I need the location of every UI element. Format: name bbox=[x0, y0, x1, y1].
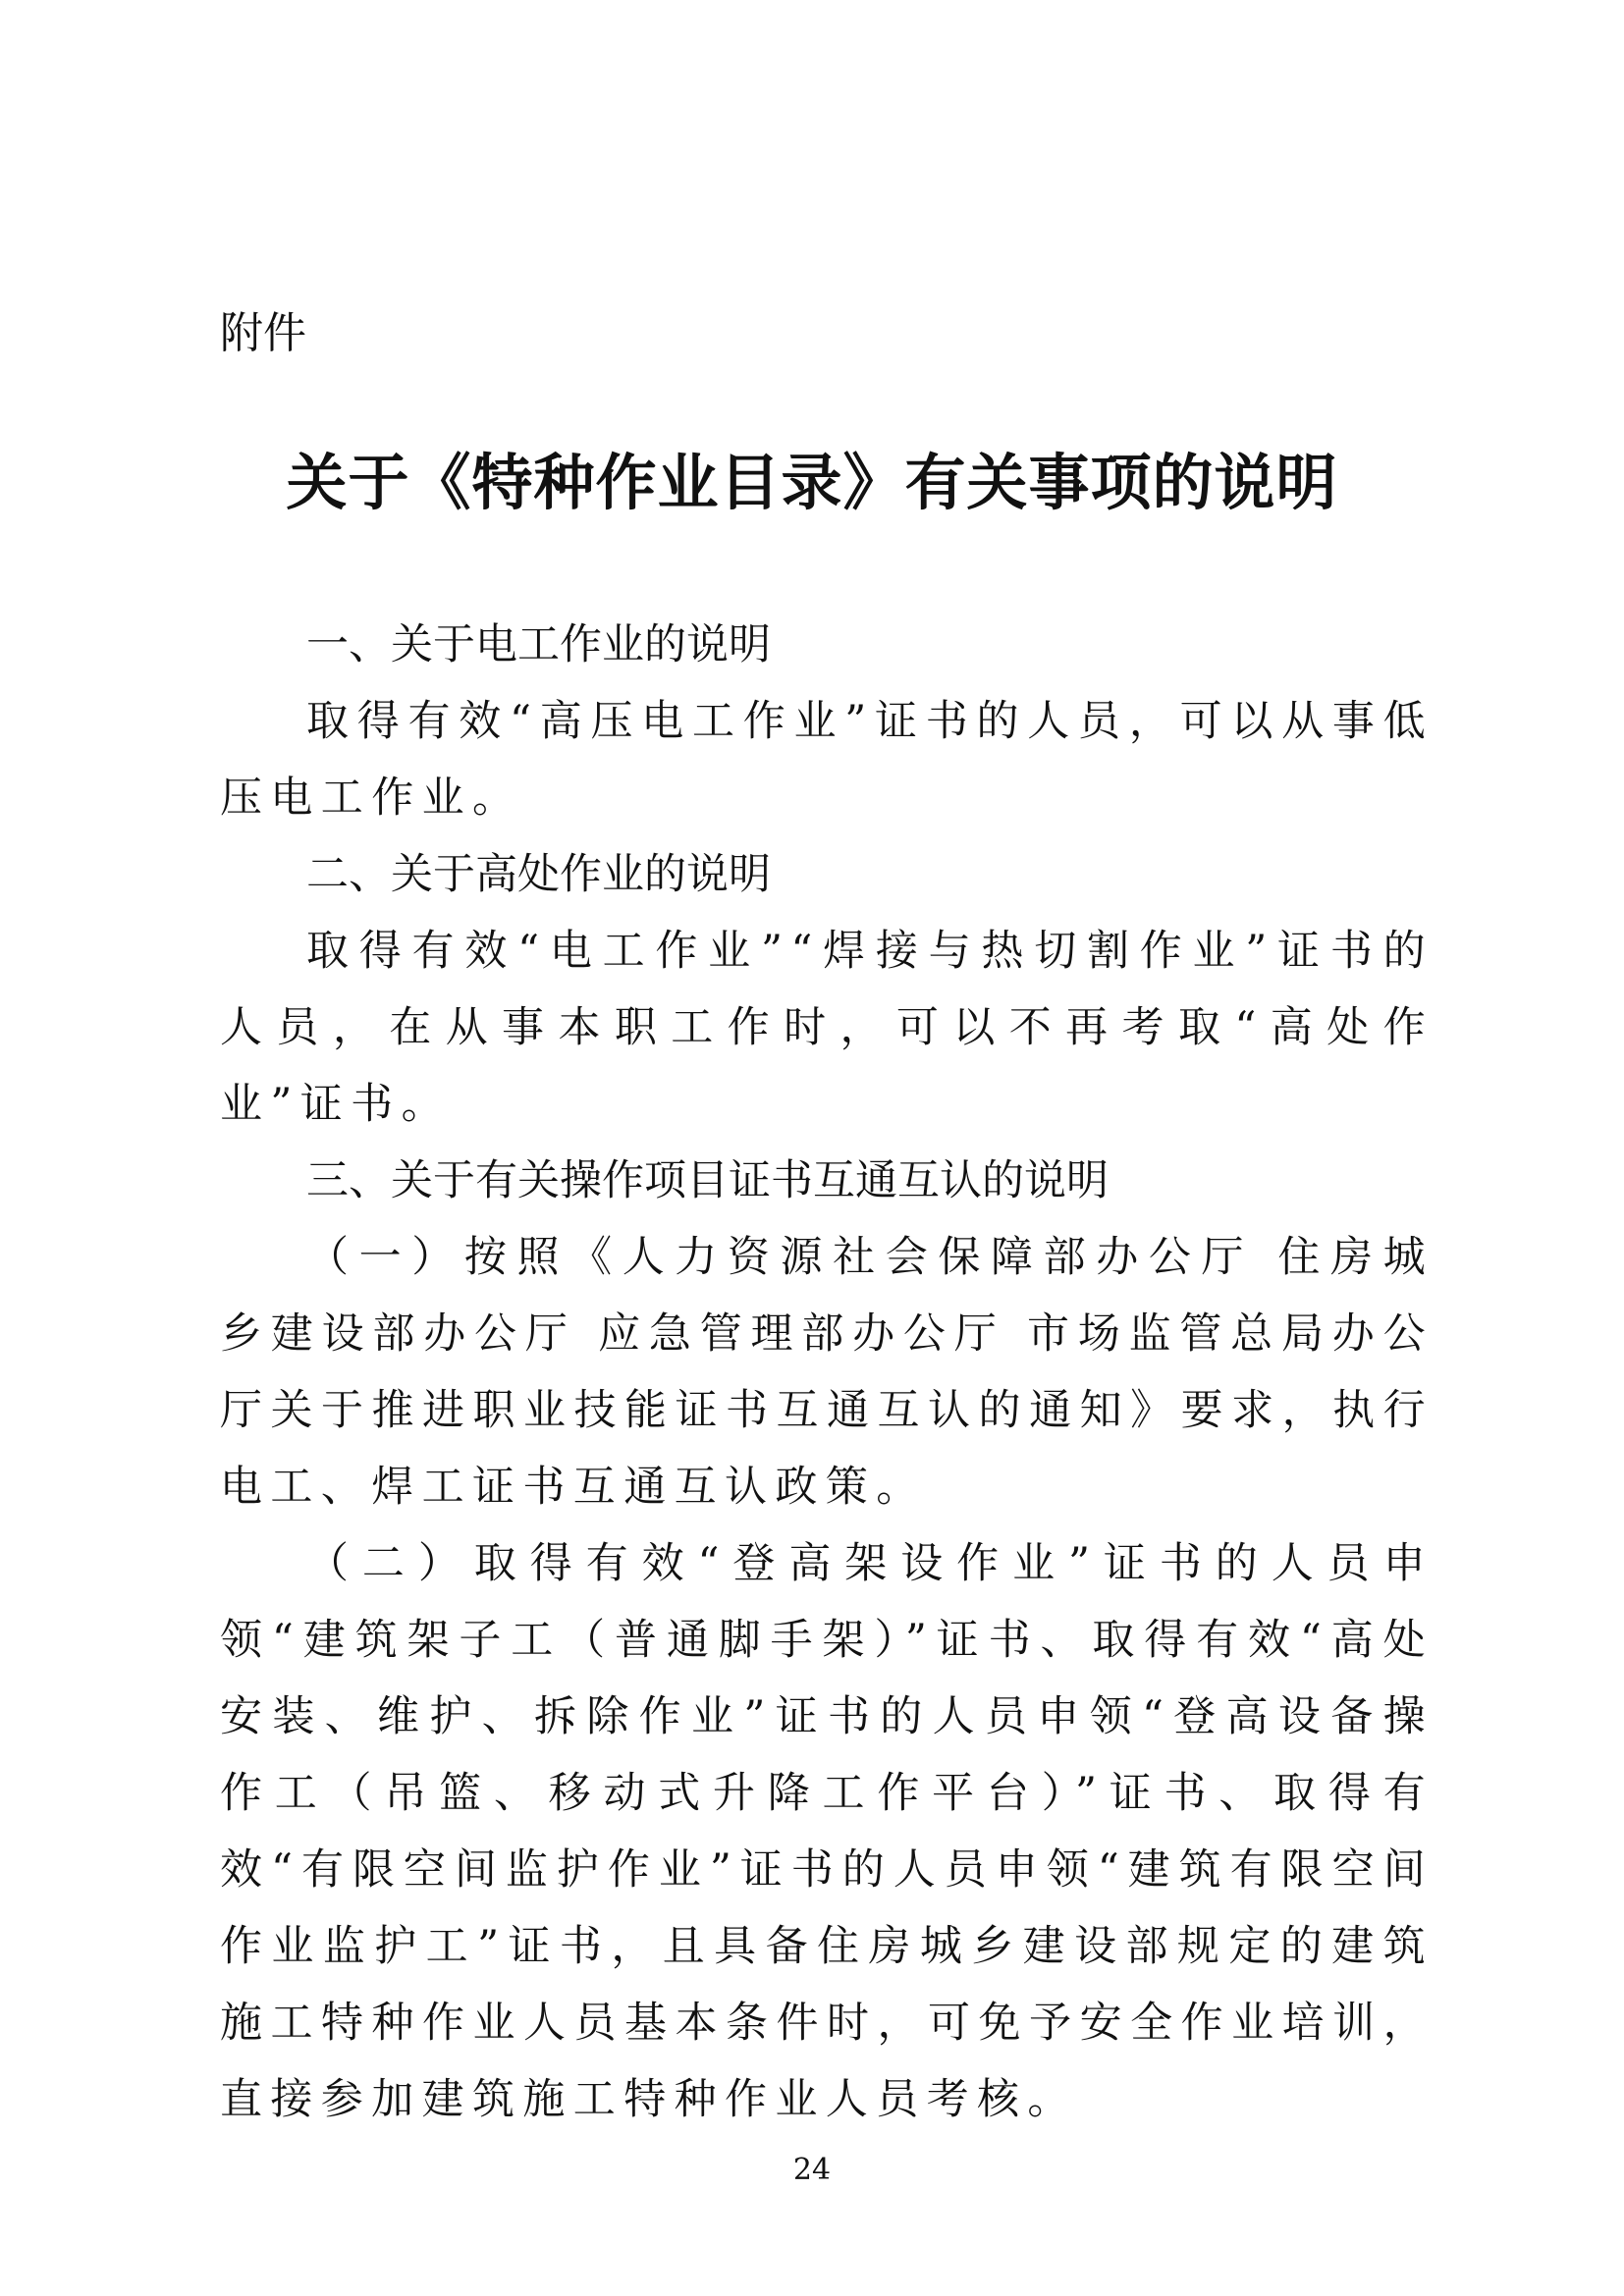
page-number: 24 bbox=[792, 2153, 832, 2187]
section-heading-height-work: 二、关于高处作业的说明 bbox=[306, 850, 771, 899]
section-heading-electrical: 一、关于电工作业的说明 bbox=[306, 620, 771, 669]
paragraph-height-work: 取得有效“电工作业”“焊接与热切割作业”证书的人员，在从事本职工作时，可以不再考取“高处作业”证书。 bbox=[220, 927, 1434, 1129]
paragraph-mutual-recognition-1: （一）按照《人力资源社会保障部办公厅 住房城乡建设部办公厅 应急管理部办公厅 市场监管总局办公厅关于推进职业技能证书互通互认的通知》要求，执行电工、焊工证书互通互认政策。 bbox=[220, 1233, 1434, 1512]
paragraph-mutual-recognition-2: （二）取得有效“登高架设作业”证书的人员申领“建筑架子工（普通脚手架）”证书、取得有效“高处安装、维护、拆除作业”证书的人员申领“登高设备操作工（吊篮、移动式升降工作平台）”证书、取得有效“有限空间监护作业”证书的人员申领“建筑有限空间作业监护工”证书，且具备住房城乡建设部规定的建筑施工特种作业人员基本条件时，可免予安全作业培训，直接参加建筑施工特种作业人员考核。 bbox=[220, 1539, 1434, 2124]
paragraph-electrical: 取得有效“高压电工作业”证书的人员，可以从事低压电工作业。 bbox=[220, 697, 1434, 823]
section-heading-mutual-recognition: 三、关于有关操作项目证书互通互认的说明 bbox=[306, 1156, 1109, 1205]
document-title: 关于《特种作业目录》有关事项的说明 bbox=[286, 447, 1338, 518]
document-body bbox=[220, 607, 1434, 2138]
attachment-label: 附件 bbox=[220, 308, 306, 358]
